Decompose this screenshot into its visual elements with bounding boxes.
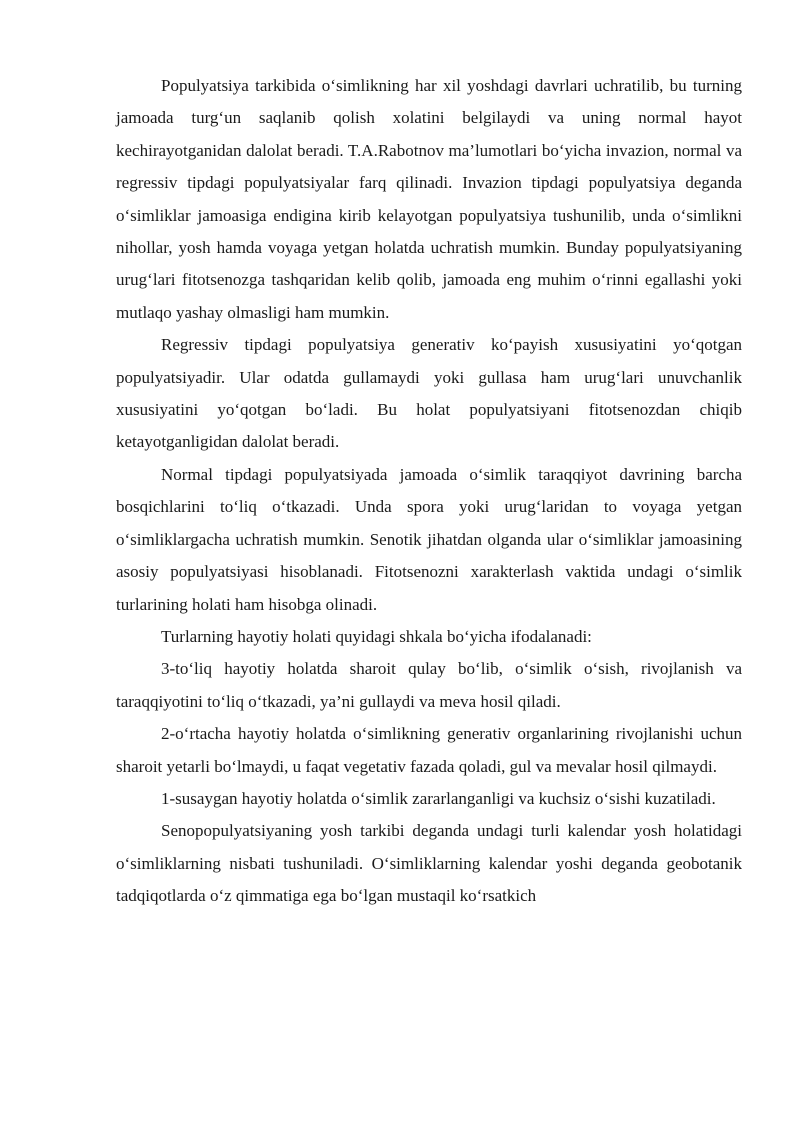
document-body	[116, 70, 742, 913]
paragraph: 2-o‘rtacha hayotiy holatda o‘simlikning generativ organlarining rivojlanishi uchun sharoit yetarli bo‘lmaydi, u faqat vegetativ fazada qoladi, gul va mevalar hosil qilmaydi.	[116, 724, 742, 776]
paragraph: Normal tipdagi populyatsiyada jamoada o‘simlik taraqqiyot davrining barcha bosqichlarini to‘liq o‘tkazadi. Unda spora yoki urug‘laridan to voyaga yetgan o‘simliklargacha uchratish mumkin. Senotik jihatdan olganda ular o‘simliklar jamoasining asosiy populyatsiyasi hisoblanadi. Fitotsenozni xarakterlash vaktida undagi o‘simlik turlarining holati ham hisobga olinadi.	[116, 464, 742, 614]
paragraph: 1-susaygan hayotiy holatda o‘simlik zararlanganligi va kuchsiz o‘sishi kuzatiladi.	[161, 788, 716, 808]
paragraph: Populyatsiya tarkibida o‘simlikning har xil yoshdagi davrlari uchratilib, bu turning jamoada turg‘un saqlanib qolish xolatini belgilaydi va uning normal hayot kechirayotganidan dalolat beradi. T.A.Rabotnov ma’lumotlari bo‘yicha invazion, normal va regressiv tipdagi populyatsiyalar farq qilinadi. Invazion tipdagi populyatsiya deganda o‘simliklar jamoasiga endigina kirib kelayotgan populyatsiya tushunilib, unda o‘simlikni nihollar, yosh hamda voyaga yetgan holatda uchratish mumkin. Bunday populyatsiyaning urug‘lari fitotsenozga tashqaridan kelib qolib, jamoada eng muhim o‘rinni egallashi yoki mutlaqo yashay olmasligi ham mumkin.	[116, 76, 742, 322]
paragraph: 3-to‘liq hayotiy holatda sharoit qulay bo‘lib, o‘simlik o‘sish, rivojlanish va taraqqiyotini to‘liq o‘tkazadi, ya’ni gullaydi va meva hosil qiladi.	[116, 659, 742, 711]
paragraph: Senopopulyatsiyaning yosh tarkibi deganda undagi turli kalendar yosh holatidagi o‘simliklarning nisbati tushuniladi. O‘simliklarning kalendar yoshi deganda geobotanik tadqiqotlarda o‘z qimmatiga ega bo‘lgan mustaqil ko‘rsatkich	[116, 821, 742, 906]
paragraph: Regressiv tipdagi populyatsiya generativ ko‘payish xususiyatini yo‘qotgan populyatsiyadir. Ular odatda gullamaydi yoki gullasa ham urug‘lari unuvchanlik xususiyatini yo‘qotgan bo‘ladi. Bu holat populyatsiyani fitotsenozdan chiqib ketayotganligidan dalolat beradi.	[116, 335, 742, 452]
paragraph: Turlarning hayotiy holati quyidagi shkala bo‘yicha ifodalanadi:	[161, 626, 592, 646]
